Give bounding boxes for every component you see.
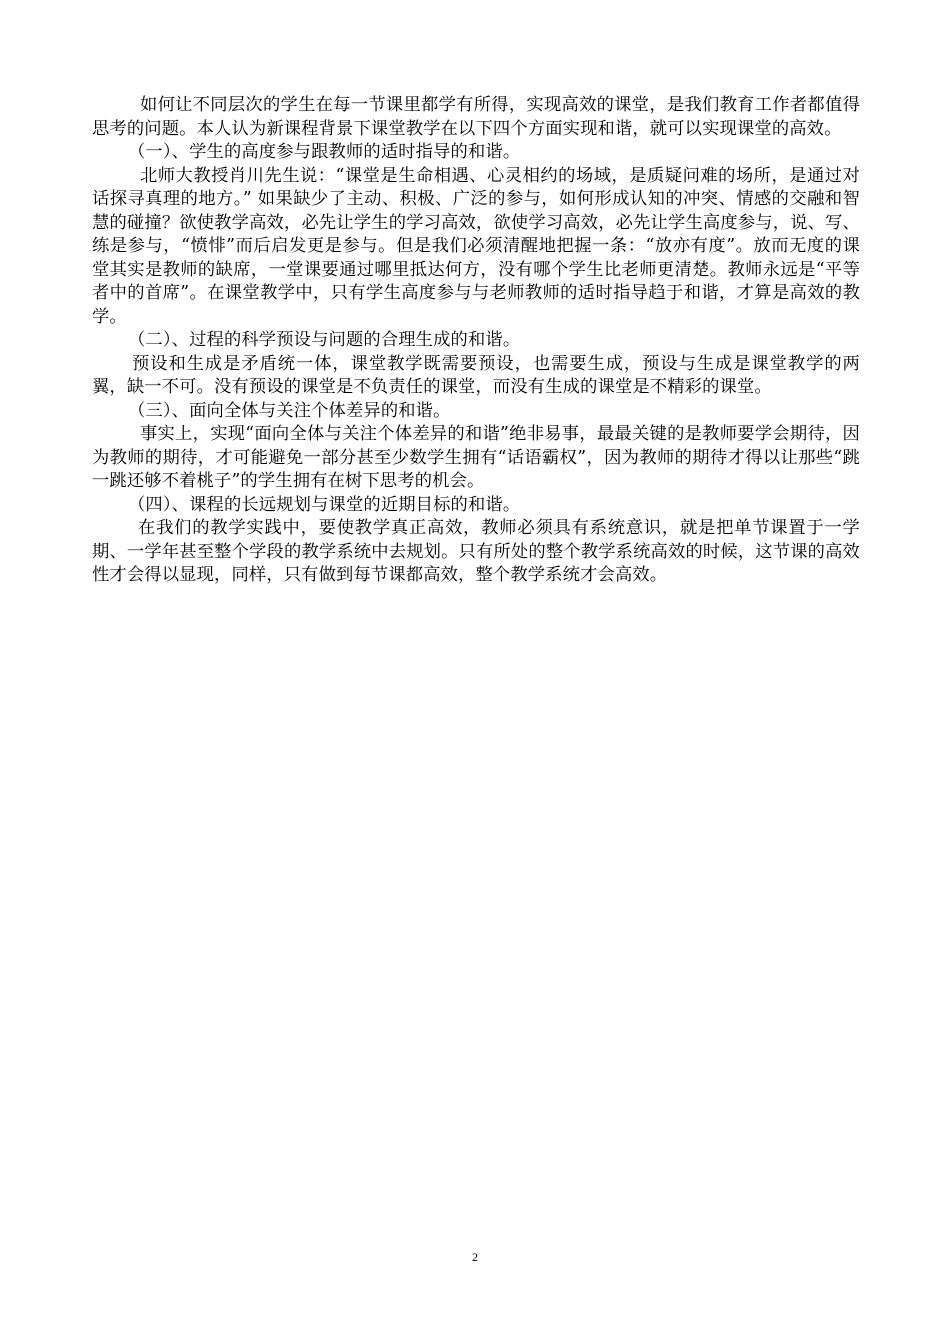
section-heading-1: （一）、学生的高度参与跟教师的适时指导的和谐。 [128, 142, 521, 162]
document-page [92, 94, 860, 588]
section-heading-3: （三）、面向全体与关注个体差异的和谐。 [128, 400, 451, 421]
paragraph-intro: 如何让不同层次的学生在每一节课里都学有所得，实现高效的课堂，是我们教育工作者都值得思考的问题。本人认为新课程背景下课堂教学在以下四个方面实现和谐，就可以实现课堂的高效。 [92, 95, 860, 139]
paragraph-section-2: 预设和生成是矛盾统一体，课堂教学既需要预设，也需要生成，预设与生成是课堂教学的两翼，缺一不可。没有预设的课堂是不负责任的课堂，而没有生成的课堂是不精彩的课堂。 [92, 353, 860, 397]
section-heading-4: （四）、课程的长远规划与课堂的近期目标的和谐。 [128, 494, 521, 515]
paragraph-section-1: 北师大教授肖川先生说：“课堂是生命相遇、心灵相约的场域，是质疑问难的场所，是通过对话探寻真理的地方。” 如果缺少了主动、积极、广泛的参与，如何形成认知的冲突、情感的交融和智慧的碰撞？欲使教学高效，必先让学生的学习高效，欲使学习高效，必先让学生高度参与，说、写、练是参与，“愤悱”而后启发更是参与。但是我们必须清醒地把握一条：“放亦有度”。放而无度的课堂其实是教师的缺席，一堂课要通过哪里抵达何方，没有哪个学生比老师更清楚。教师永远是“平等者中的首席”。在课堂教学中，只有学生高度参与与老师教师的适时指导趋于和谐，才算是高效的教学。 [92, 165, 860, 327]
paragraph-section-4: 在我们的教学实践中，要使教学真正高效，教师必须具有系统意识，就是把单节课置于一学期、一学年甚至整个学段的教学系统中去规划。只有所处的整个教学系统高效的时候，这节课的高效性才会得以显现，同样，只有做到每节课都高效，整个教学系统才会高效。 [92, 518, 860, 585]
section-heading-2: （二）、过程的科学预设与问题的合理生成的和谐。 [128, 330, 521, 350]
paragraph-section-3: 事实上，实现“面向全体与关注个体差异的和谐”绝非易事，最最关键的是教师要学会期待，因为教师的期待，才可能避免一部分甚至少数学生拥有“话语霸权”，因为教师的期待才得以让那些“跳一跳还够不着桃子”的学生拥有在树下思考的机会。 [92, 424, 860, 491]
page-number: 2 [472, 1250, 478, 1264]
